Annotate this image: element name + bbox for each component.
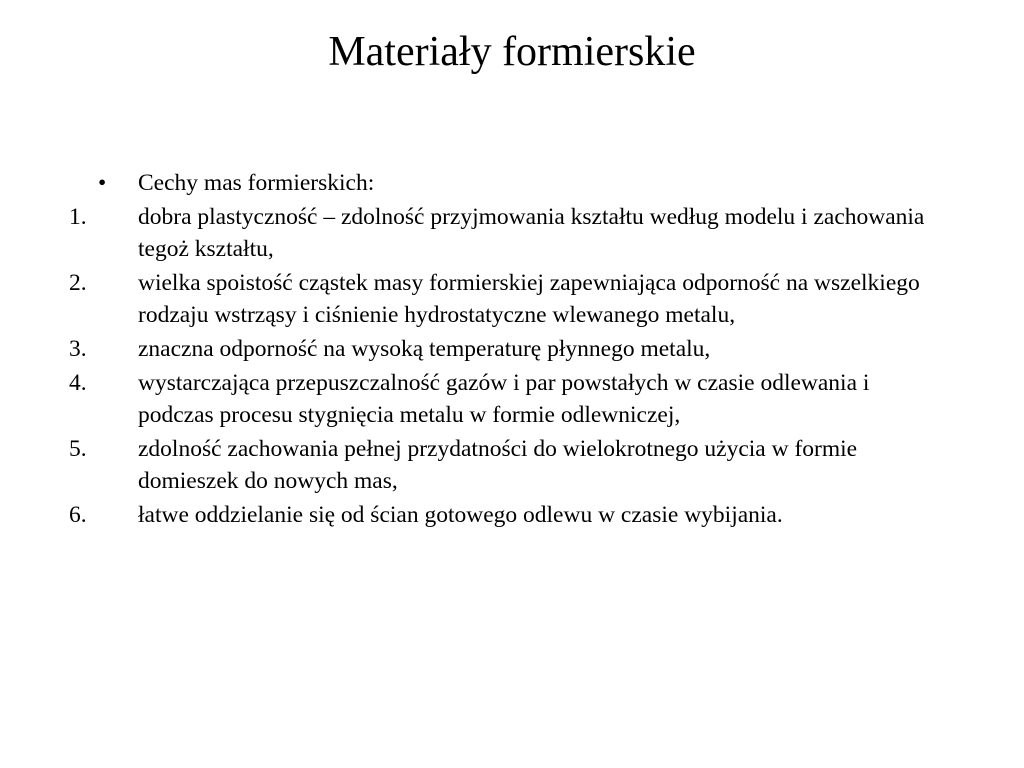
list-item xyxy=(68,499,948,531)
list-item-text: dobra plastyczność – zdolność przyjmowania kształtu według modelu i zachowania tegoż kształtu, xyxy=(138,204,925,262)
list-item xyxy=(68,333,948,365)
slide-title: Materiały formierskie xyxy=(328,29,696,75)
list-number: 5. xyxy=(69,436,87,462)
list-number: 1. xyxy=(69,204,87,230)
list-item xyxy=(68,167,948,199)
list-item-text: znaczna odporność na wysoką temperaturę płynnego metalu, xyxy=(138,336,711,362)
list-item-text: łatwe oddzielanie się od ścian gotowego odlewu w czasie wybijania. xyxy=(138,502,783,528)
list-item-text: Cechy mas formierskich: xyxy=(138,170,375,196)
list-item xyxy=(68,201,948,265)
bullet-marker: • xyxy=(98,170,107,196)
list-item-text: wystarczająca przepuszczalność gazów i par powstałych w czasie odlewania i podczas procesu stygnięcia metalu w formie odlewniczej, xyxy=(138,370,870,428)
list-number: 6. xyxy=(69,502,87,528)
list-item-text: zdolność zachowania pełnej przydatności do wielokrotnego użycia w formie domieszek do nowych mas, xyxy=(138,436,858,494)
list-item xyxy=(68,267,948,331)
list-item-text: wielka spoistość cząstek masy formierskiej zapewniająca odporność na wszelkiego rodzaju wstrząsy i ciśnienie hydrostatyczne wlewanego metalu, xyxy=(138,270,920,328)
list-number: 4. xyxy=(69,370,87,396)
list-number: 3. xyxy=(69,336,87,362)
list-item xyxy=(68,367,948,431)
list-number: 2. xyxy=(69,270,87,296)
list-item xyxy=(68,433,948,497)
bullet-list xyxy=(68,167,948,533)
